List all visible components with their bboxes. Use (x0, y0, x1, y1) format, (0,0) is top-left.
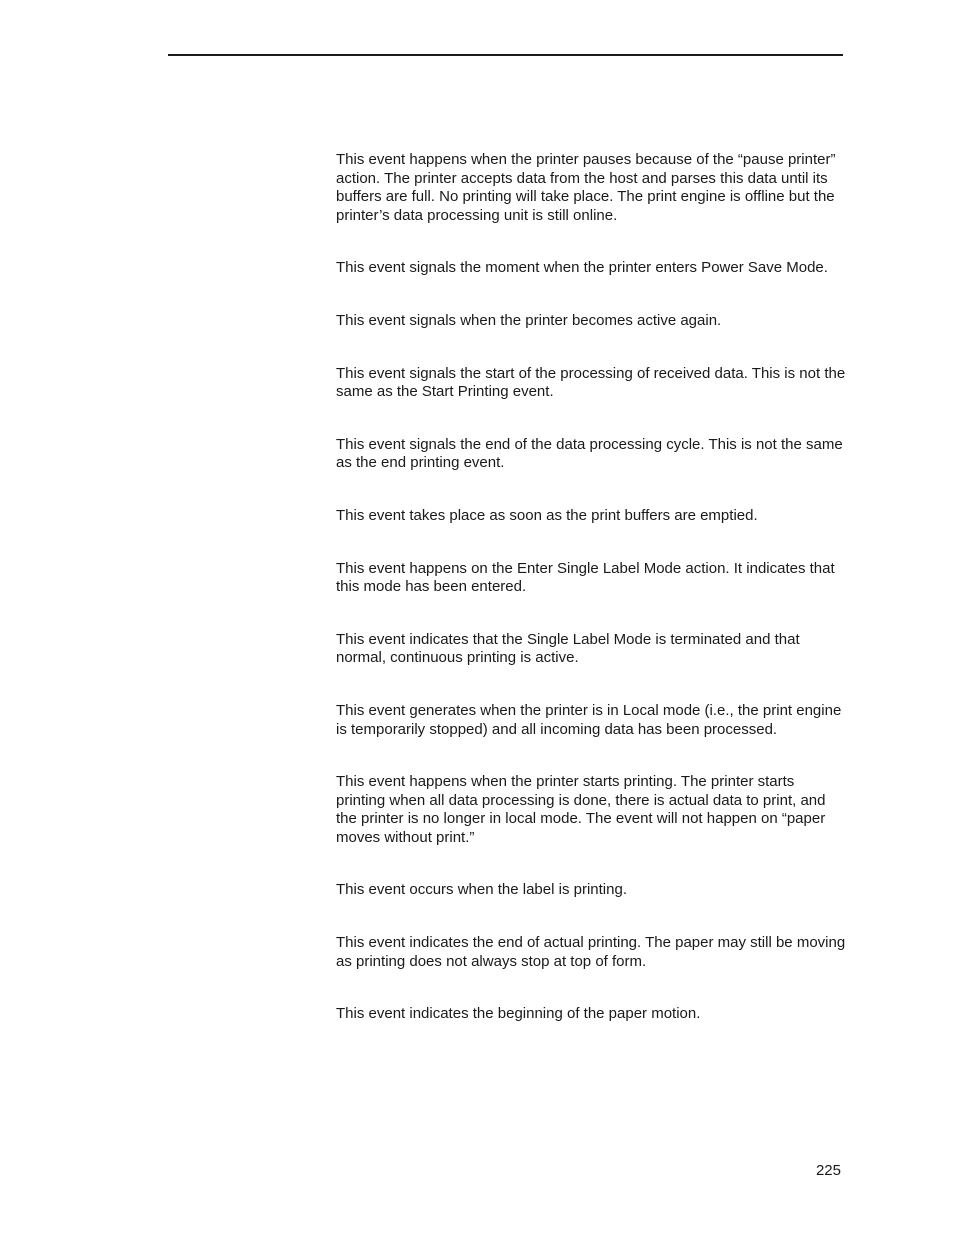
event-description-paragraph: This event indicates the beginning of the paper motion. (336, 1005, 701, 1023)
event-description-paragraph: This event happens on the Enter Single Label Mode action. It indicates that this mode has been entered. (336, 559, 835, 596)
page-number: 225 (815, 1162, 841, 1179)
event-description-paragraph: This event signals when the printer becomes active again. (336, 311, 722, 329)
event-description-paragraph: This event signals the start of the processing of received data. This is not the same as the Start Printing event. (336, 364, 846, 401)
event-description-paragraph: This event indicates the end of actual printing. The paper may still be moving as printing does not always stop at top of form. (336, 934, 846, 970)
event-description-paragraph: This event indicates that the Single Label Mode is terminated and that normal, continuous printing is active. (336, 630, 800, 667)
event-descriptions (336, 151, 846, 1058)
event-description-paragraph: This event generates when the printer is in Local mode (i.e., the print engine is temporarily stopped) and all incoming data has been processed. (336, 701, 842, 738)
event-description-paragraph: This event signals the moment when the printer enters Power Save Mode. (336, 259, 828, 277)
header-rule (168, 54, 843, 56)
event-description-paragraph: This event occurs when the label is printing. (336, 881, 627, 899)
event-description-paragraph: This event happens when the printer starts printing. The printer starts printing when all data processing is done, there is actual data to print, and the printer is no longer in local mode. The event will not happen on “paper moves without print.” (336, 773, 826, 846)
event-description-paragraph: This event takes place as soon as the print buffers are emptied. (336, 506, 758, 524)
event-description-paragraph: This event happens when the printer pauses because of the “pause printer” action. The printer accepts data from the host and parses this data until its buffers are full. No printing will take place. The print engine is offline but the printer’s data processing unit is still online. (336, 151, 836, 224)
event-description-paragraph: This event signals the end of the data processing cycle. This is not the same as the end printing event. (336, 435, 843, 472)
